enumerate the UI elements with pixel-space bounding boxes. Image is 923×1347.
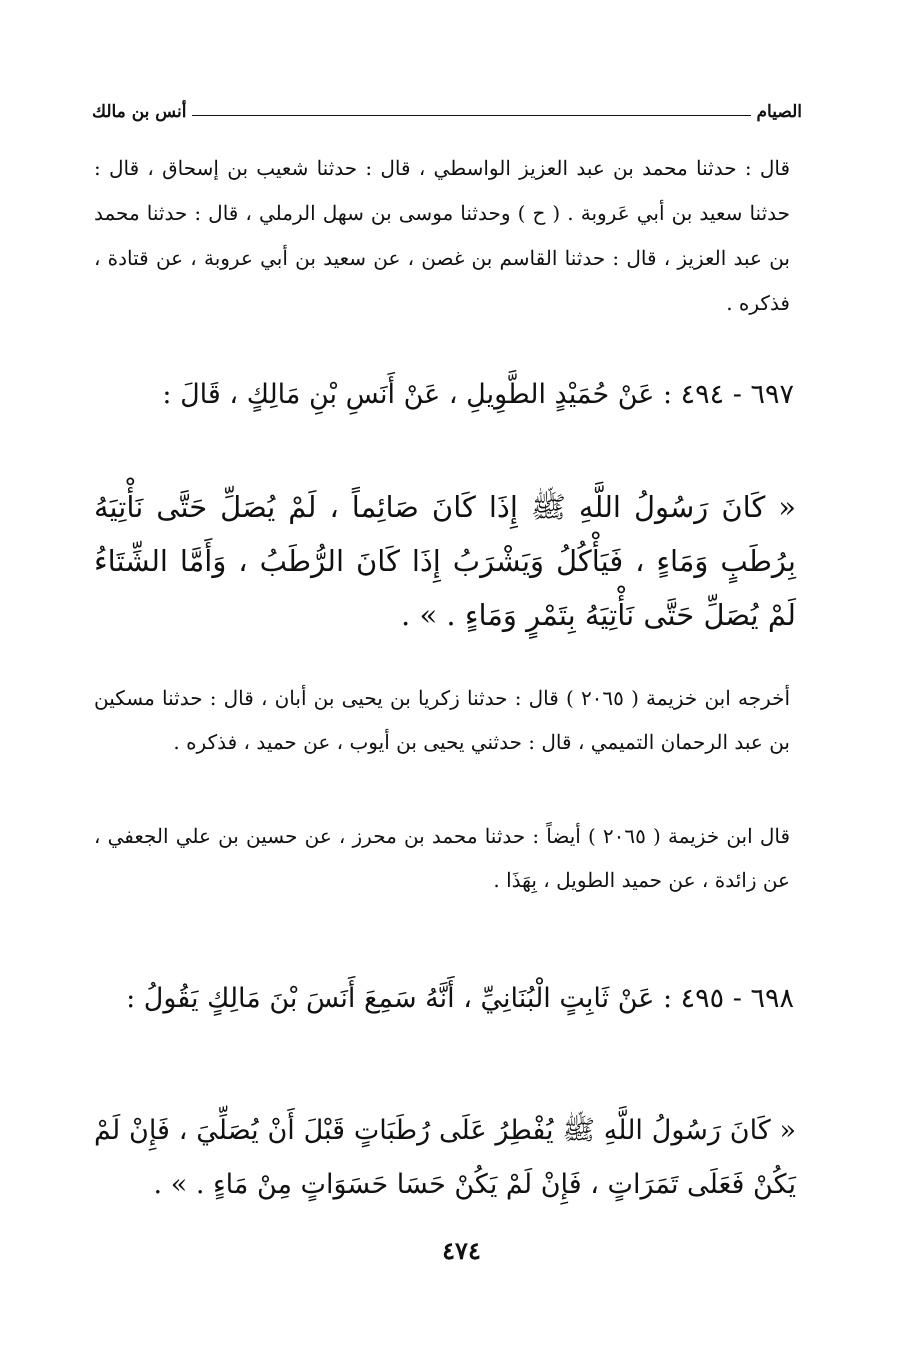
running-header	[92, 94, 802, 122]
hadith-698-text: « كَانَ رَسُولُ اللَّهِ ﷺ يُفْطِرُ عَلَى رُطَبَاتٍ قَبْلَ أَنْ يُصَلِّيَ ، فَإِنْ لَمْ يَكُنْ فَعَلَى تَمَرَاتٍ ، فَإِنْ لَمْ يَكُنْ حَسَا حَسَوَاتٍ مِنْ مَاءٍ . » .	[94, 1115, 796, 1200]
hadith-697-heading: ٦٩٧ - ٤٩٤ : عَنْ حُمَيْدٍ الطَّوِيلِ ، عَنْ أَنَسِ بْنِ مَالِكٍ ، قَالَ :	[162, 379, 794, 410]
hadith-697-text: « كَانَ رَسُولُ اللَّهِ ﷺ إِذَا كَانَ صَائِماً ، لَمْ يُصَلِّ حَتَّى نَأْتِيَهُ بِرُطَبٍ وَمَاءٍ ، فَيَأْكُلُ وَيَشْرَبُ إِذَا كَانَ الرُّطَبُ ، وَأَمَّا الشِّتَاءُ لَمْ يُصَلِّ حَتَّى نَأْتِيَهُ بِتَمْرٍ وَمَاءٍ . » .	[94, 490, 796, 632]
narrator-title: أنس بن مالك	[92, 102, 187, 122]
header-rule	[192, 115, 750, 116]
hadith-697-takhrij-1: أخرجه ابن خزيمة ( ٢٠٦٥ ) قال : حدثنا زكريا بن يحيى بن أبان ، قال : حدثنا مسكين بن عبد الرحمان التميمي ، قال : حدثني يحيى بن أيوب ، عن حميد ، فذكره .	[94, 686, 791, 754]
chapter-title: الصيام	[756, 102, 802, 122]
page-number: ٤٧٤	[442, 1236, 481, 1265]
isnad-continuation: قال : حدثنا محمد بن عبد العزيز الواسطي ، قال : حدثنا شعيب بن إسحاق ، قال : حدثنا سعيد بن أبي عَروبة . ( ح ) وحدثنا موسى بن سهل الرملي ، قال : حدثنا محمد بن عبد العزيز ، قال : حدثنا القاسم بن غصن ، عن سعيد بن أبي عروبة ، عن قتادة ، فذكره .	[94, 156, 790, 315]
hadith-697-takhrij-2: قال ابن خزيمة ( ٢٠٦٥ ) أيضاً : حدثنا محمد بن محرز ، عن حسين بن علي الجعفي ، عن زائدة ، عن حميد الطويل ، بِهَذَا .	[94, 824, 791, 892]
hadith-698-heading: ٦٩٨ - ٤٩٥ : عَنْ ثَابِتٍ الْبُنَانِيِّ ، أَنَّهُ سَمِعَ أَنَسَ بْنَ مَالِكٍ يَقُولُ :	[126, 983, 794, 1014]
